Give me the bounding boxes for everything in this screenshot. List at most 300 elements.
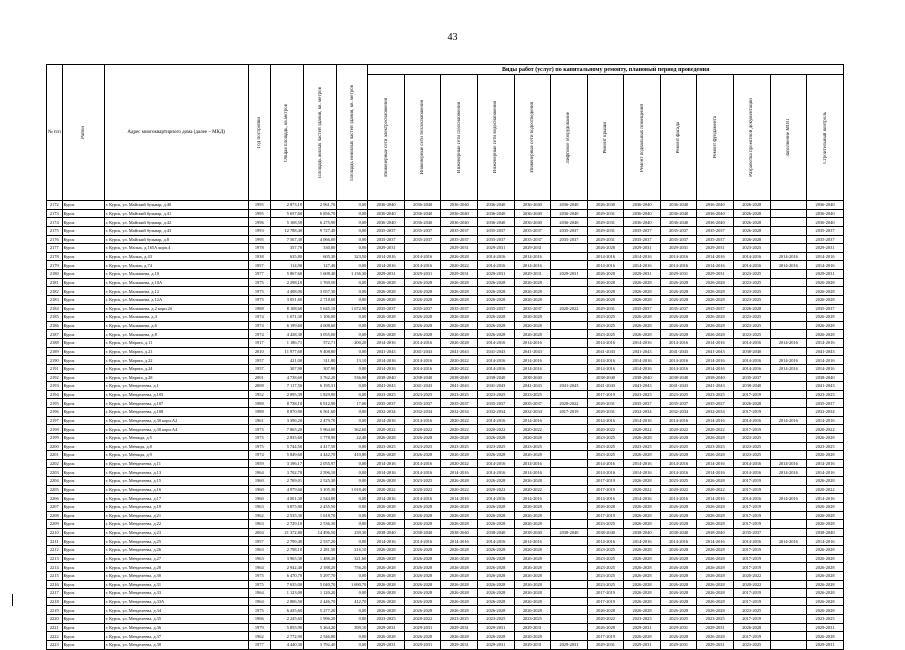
gas-networks-cell: 2020-2022 — [441, 364, 478, 373]
elevators-cell: 2036-2040 — [551, 201, 588, 210]
construction-control-cell: 2036-2040 — [807, 218, 844, 227]
sewer-networks-cell: 2026-2028 — [514, 502, 551, 511]
nonresidential-area-cell: 536,80 — [337, 373, 368, 382]
nonresidential-area-cell: 0,00 — [337, 511, 368, 520]
elevators-cell — [551, 416, 588, 425]
facade-repair-cell: 2038-2040 — [660, 528, 697, 537]
header-roof-repair: Ремонт крыши — [587, 75, 624, 201]
construction-control-cell: 2029-2031 — [807, 640, 844, 649]
sewer-networks-cell: 2014-2016 — [514, 468, 551, 477]
total-area-cell: 7 635,00 — [270, 580, 303, 589]
design-docs-cell: 2014-2016 — [733, 356, 770, 365]
sewer-networks-cell: 2026-2028 — [514, 580, 551, 589]
electric-networks-cell: 2026-2028 — [368, 632, 405, 641]
gas-networks-cell: 2029-2031 — [441, 244, 478, 253]
header-construction-control: Строительный контроль — [807, 75, 844, 201]
capital-repair-table-sheet — [46, 64, 844, 650]
design-docs-cell: 2023-2025 — [733, 270, 770, 279]
address-cell: г. Курск, ул. Менделеева, д.11 — [104, 459, 248, 468]
gas-networks-cell: 2038-2040 — [441, 528, 478, 537]
water-networks-cell: 2023-2025 — [478, 442, 515, 451]
construction-control-cell: 2029-2031 — [807, 623, 844, 632]
heat-networks-cell: 2014-2016 — [404, 261, 441, 270]
gas-networks-cell: 2026-2028 — [441, 451, 478, 460]
design-docs-cell: 2023-2025 — [733, 606, 770, 615]
facade-repair-cell: 2023-2025 — [660, 442, 697, 451]
water-networks-cell: 2014-2016 — [478, 339, 515, 348]
foundation-repair-cell: 2026-2028 — [697, 295, 734, 304]
table-row — [47, 209, 844, 218]
foundation-repair-cell: 2026-2028 — [697, 477, 734, 486]
foundation-repair-cell: 2026-2028 — [697, 606, 734, 615]
foundation-repair-cell: 2014-2016 — [697, 339, 734, 348]
sewer-networks-cell: 2036-2040 — [514, 209, 551, 218]
electric-networks-cell: 2023-2025 — [368, 442, 405, 451]
facade-repair-cell: 2041-2043 — [660, 382, 697, 391]
nonresidential-area-cell: 0,00 — [337, 468, 368, 477]
construction-control-cell: 2035-2037 — [807, 235, 844, 244]
address-cell: г. Курск, ул. Менделеева, д.33А — [104, 597, 248, 606]
roof-repair-cell: 2014-2016 — [587, 356, 624, 365]
water-networks-cell: 2026-2028 — [478, 313, 515, 322]
header-gas-networks: Инженерные сети газоснабжения — [441, 75, 478, 201]
water-networks-cell: 2014-2016 — [478, 261, 515, 270]
elevators-cell — [551, 554, 588, 563]
row-number-cell: 2223 — [47, 640, 63, 649]
construction-control-cell: 2026-2028 — [807, 477, 844, 486]
design-docs-cell: 2017-2019 — [733, 632, 770, 641]
facade-repair-cell: 2026-2028 — [660, 554, 697, 563]
total-area-cell: 6 435,60 — [270, 606, 303, 615]
total-area-cell: 4 408,00 — [270, 287, 303, 296]
heat-networks-cell: 2026-2028 — [404, 589, 441, 598]
heat-networks-cell: 2023-2025 — [404, 390, 441, 399]
table-row — [47, 571, 844, 580]
basement-repair-cell: 2026-2028 — [624, 313, 661, 322]
sewer-networks-cell: 2023-2025 — [514, 442, 551, 451]
foundation-repair-cell: 2026-2028 — [697, 520, 734, 529]
electric-networks-cell: 2026-2028 — [368, 295, 405, 304]
total-area-cell: 6 470,70 — [270, 571, 303, 580]
district-cell: Курск — [62, 313, 104, 322]
common-areas-cell — [770, 347, 807, 356]
year-built-cell: 1995 — [248, 235, 270, 244]
sewer-networks-cell: 2023-2025 — [514, 615, 551, 624]
roof-repair-cell: 2023-2025 — [587, 433, 624, 442]
row-number-cell: 2179 — [47, 261, 63, 270]
facade-repair-cell: 2029-2031 — [660, 623, 697, 632]
roof-repair-cell: 2029-2031 — [587, 209, 624, 218]
elevators-cell: 2020-2022 — [551, 304, 588, 313]
residential-area-cell: 1 769,50 — [304, 278, 337, 287]
district-cell: Курск — [62, 511, 104, 520]
year-built-cell: 1963 — [248, 502, 270, 511]
roof-repair-cell: 2026-2028 — [587, 270, 624, 279]
residential-area-cell: 6 856,70 — [304, 209, 337, 218]
elevators-cell — [551, 425, 588, 434]
nonresidential-area-cell: 17,00 — [337, 399, 368, 408]
total-area-cell: 4 001,30 — [270, 494, 303, 503]
water-networks-cell: 2026-2028 — [478, 606, 515, 615]
roof-repair-cell: 2029-2031 — [587, 226, 624, 235]
basement-repair-cell: 2023-2025 — [624, 615, 661, 624]
roof-repair-cell: 2029-2031 — [587, 218, 624, 227]
residential-area-cell: 1 778,90 — [304, 433, 337, 442]
sewer-networks-cell: 2026-2028 — [514, 546, 551, 555]
total-area-cell: 2 806,50 — [270, 597, 303, 606]
sewer-networks-cell: 2026-2028 — [514, 563, 551, 572]
facade-repair-cell: 2026-2028 — [660, 313, 697, 322]
facade-repair-cell: 2014-2016 — [660, 494, 697, 503]
facade-repair-cell: 2026-2028 — [660, 295, 697, 304]
row-number-cell: 2180 — [47, 270, 63, 279]
gas-networks-cell: 2026-2028 — [441, 502, 478, 511]
roof-repair-cell: 2026-2028 — [587, 278, 624, 287]
nonresidential-area-cell: 0,00 — [337, 390, 368, 399]
basement-repair-cell: 2014-2016 — [624, 339, 661, 348]
residential-area-cell: 2 479,70 — [304, 416, 337, 425]
header-number: № п/п — [47, 65, 63, 201]
roof-repair-cell: 2023-2025 — [587, 563, 624, 572]
gas-networks-cell: 2026-2028 — [441, 278, 478, 287]
common-areas-cell — [770, 502, 807, 511]
row-number-cell: 2186 — [47, 321, 63, 330]
nonresidential-area-cell: 0,00 — [337, 364, 368, 373]
gas-networks-cell: 2020-2022 — [441, 261, 478, 270]
total-area-cell: 2 535,30 — [270, 511, 303, 520]
total-area-cell: 2 835,60 — [270, 433, 303, 442]
roof-repair-cell: 2023-2025 — [587, 330, 624, 339]
year-built-cell: 1960 — [248, 485, 270, 494]
gas-networks-cell: 2036-2040 — [441, 209, 478, 218]
basement-repair-cell: 2014-2016 — [624, 459, 661, 468]
header-foundation-repair: Ремонт фундамента — [697, 75, 734, 201]
sewer-networks-cell: 2026-2028 — [514, 520, 551, 529]
water-networks-cell: 2026-2028 — [478, 511, 515, 520]
basement-repair-cell: 2026-2028 — [624, 632, 661, 641]
year-built-cell: 1962 — [248, 511, 270, 520]
row-number-cell: 2184 — [47, 304, 63, 313]
foundation-repair-cell: 2014-2016 — [697, 261, 734, 270]
row-number-cell: 2200 — [47, 442, 63, 451]
construction-control-cell: 2026-2028 — [807, 313, 844, 322]
heat-networks-cell: 2026-2028 — [404, 433, 441, 442]
residential-area-cell: 1 829,90 — [304, 390, 337, 399]
common-areas-cell — [770, 425, 807, 434]
design-docs-cell: 2017-2019 — [733, 485, 770, 494]
nonresidential-area-cell: 22,40 — [337, 433, 368, 442]
total-area-cell: 7 567,30 — [270, 235, 303, 244]
row-number-cell: 2213 — [47, 554, 63, 563]
basement-repair-cell: 2026-2028 — [624, 295, 661, 304]
common-areas-cell — [770, 554, 807, 563]
foundation-repair-cell: 2026-2028 — [697, 563, 734, 572]
design-docs-cell: 2023-2025 — [733, 442, 770, 451]
water-networks-cell: 2026-2028 — [478, 433, 515, 442]
address-cell: г. Курск, ул. Менделеева, д.34 — [104, 606, 248, 615]
nonresidential-area-cell: 0,00 — [337, 408, 368, 417]
foundation-repair-cell: 2035-2037 — [697, 304, 734, 313]
sewer-networks-cell: 2014-2016 — [514, 459, 551, 468]
year-built-cell: 1962 — [248, 632, 270, 641]
elevators-cell: 2029-2031 — [551, 640, 588, 649]
common-areas-cell — [770, 511, 807, 520]
basement-repair-cell: 2036-2040 — [624, 201, 661, 210]
sewer-networks-cell: 2035-2037 — [514, 304, 551, 313]
address-cell: г. Курск, ул. Малых, д.165А корп.4 — [104, 244, 248, 253]
table-row — [47, 640, 844, 649]
foundation-repair-cell: 2029-2031 — [697, 623, 734, 632]
sewer-networks-cell: 2041-2043 — [514, 382, 551, 391]
nonresidential-area-cell: 1 672,90 — [337, 304, 368, 313]
sewer-networks-cell: 2014-2016 — [514, 261, 551, 270]
facade-repair-cell: 2014-2016 — [660, 261, 697, 270]
common-areas-cell — [770, 442, 807, 451]
sewer-networks-cell: 2041-2043 — [514, 347, 551, 356]
electric-networks-cell: 2026-2028 — [368, 321, 405, 330]
gas-networks-cell: 2038-2040 — [441, 373, 478, 382]
water-networks-cell: 2029-2031 — [478, 244, 515, 253]
sewer-networks-cell: 2026-2028 — [514, 295, 551, 304]
basement-repair-cell: 2026-2028 — [624, 563, 661, 572]
heat-networks-cell: 2026-2028 — [404, 313, 441, 322]
table-row — [47, 511, 844, 520]
header-works-title: Виды работ (услуг) по капитальному ремонту, плановый период проведения — [368, 65, 844, 75]
nonresidential-area-cell: 0,00 — [337, 226, 368, 235]
construction-control-cell: 2036-2040 — [807, 209, 844, 218]
total-area-cell: 307,90 — [270, 364, 303, 373]
heat-networks-cell: 2026-2028 — [404, 554, 441, 563]
gas-networks-cell: 2014-2016 — [441, 468, 478, 477]
design-docs-cell: 2017-2019 — [733, 546, 770, 555]
electric-networks-cell: 2035-2037 — [368, 399, 405, 408]
heat-networks-cell: 2026-2028 — [404, 520, 441, 529]
total-area-cell: 3 051,60 — [270, 295, 303, 304]
construction-control-cell: 2032-2034 — [807, 408, 844, 417]
elevators-cell — [551, 632, 588, 641]
elevators-cell — [551, 623, 588, 632]
gas-networks-cell: 2029-2031 — [441, 623, 478, 632]
residential-area-cell: 1 488,20 — [304, 554, 337, 563]
district-cell: Курск — [62, 373, 104, 382]
nonresidential-area-cell: 0,00 — [337, 442, 368, 451]
heat-networks-cell: 2041-2043 — [404, 347, 441, 356]
table-row — [47, 304, 844, 313]
table-row — [47, 339, 844, 348]
gas-networks-cell: 2035-2037 — [441, 399, 478, 408]
heat-networks-cell: 2036-2040 — [404, 201, 441, 210]
district-cell: Курск — [62, 304, 104, 313]
basement-repair-cell: 2014-2016 — [624, 468, 661, 477]
electric-networks-cell: 2026-2028 — [368, 433, 405, 442]
gas-networks-cell: 2036-2040 — [441, 218, 478, 227]
year-built-cell: 1996 — [248, 218, 270, 227]
elevators-cell: 2020-2022 — [551, 399, 588, 408]
elevators-cell — [551, 520, 588, 529]
gas-networks-cell: 2026-2028 — [441, 330, 478, 339]
year-built-cell: 1957 — [248, 537, 270, 546]
foundation-repair-cell: 2035-2037 — [697, 235, 734, 244]
sewer-networks-cell: 2026-2028 — [514, 632, 551, 641]
district-cell: Курск — [62, 321, 104, 330]
district-cell: Курск — [62, 399, 104, 408]
district-cell: Курск — [62, 520, 104, 529]
common-areas-cell: 2014-2016 — [770, 339, 807, 348]
table-row — [47, 589, 844, 598]
facade-repair-cell: 2026-2028 — [660, 520, 697, 529]
residential-area-cell: 127,40 — [304, 261, 337, 270]
common-areas-cell — [770, 390, 807, 399]
basement-repair-cell: 2032-2034 — [624, 408, 661, 417]
design-docs-cell: 2023-2025 — [733, 330, 770, 339]
common-areas-cell — [770, 615, 807, 624]
elevators-cell — [551, 477, 588, 486]
heat-networks-cell: 2038-2040 — [404, 373, 441, 382]
residential-area-cell: 3 792,40 — [304, 640, 337, 649]
gas-networks-cell: 2020-2022 — [441, 459, 478, 468]
foundation-repair-cell: 2036-2040 — [697, 201, 734, 210]
electric-networks-cell: 2036-2040 — [368, 218, 405, 227]
nonresidential-area-cell: 239,30 — [337, 528, 368, 537]
table-row — [47, 364, 844, 373]
year-built-cell: 1957 — [248, 261, 270, 270]
basement-repair-cell: 2023-2025 — [624, 390, 661, 399]
design-docs-cell: 2017-2019 — [733, 408, 770, 417]
address-cell: г. Курск, ул. Малых, д.74 — [104, 261, 248, 270]
nonresidential-area-cell: 0,00 — [337, 287, 368, 296]
water-networks-cell: 2036-2040 — [478, 209, 515, 218]
basement-repair-cell: 2020-2022 — [624, 425, 661, 434]
design-docs-cell: 2023-2025 — [733, 287, 770, 296]
common-areas-cell — [770, 235, 807, 244]
address-cell: г. Курск, ул. Малышева, д.2 корп.2б — [104, 304, 248, 313]
row-number-cell: 2210 — [47, 528, 63, 537]
row-number-cell: 2176 — [47, 235, 63, 244]
gas-networks-cell: 2023-2025 — [441, 615, 478, 624]
construction-control-cell: 2035-2037 — [807, 399, 844, 408]
design-docs-cell: 2023-2025 — [733, 244, 770, 253]
address-cell: г. Курск, ул. Малышева, д.10А — [104, 278, 248, 287]
header-total-area: Общая площадь, кв.метров — [270, 65, 303, 201]
nonresidential-area-cell: 323,50 — [337, 252, 368, 261]
foundation-repair-cell: 2026-2028 — [697, 546, 734, 555]
common-areas-cell — [770, 321, 807, 330]
total-area-cell: 421,00 — [270, 356, 303, 365]
facade-repair-cell: 2026-2028 — [660, 571, 697, 580]
roof-repair-cell: 2014-2016 — [587, 364, 624, 373]
residential-area-cell: 1 996,20 — [304, 615, 337, 624]
year-built-cell: 1975 — [248, 580, 270, 589]
address-cell: г. Курск, ул. Менделеева, д.108 — [104, 408, 248, 417]
roof-repair-cell: 2026-2028 — [587, 295, 624, 304]
page-number: 43 — [447, 32, 458, 43]
construction-control-cell: 2023-2025 — [807, 390, 844, 399]
construction-control-cell: 2026-2028 — [807, 632, 844, 641]
construction-control-cell: 2036-2040 — [807, 201, 844, 210]
gas-networks-cell: 2026-2028 — [441, 546, 478, 555]
address-cell: г. Курск, ул. Марата, д.22 — [104, 356, 248, 365]
water-networks-cell: 2014-2016 — [478, 537, 515, 546]
foundation-repair-cell: 2035-2037 — [697, 399, 734, 408]
year-built-cell: 1938 — [248, 252, 270, 261]
common-areas-cell — [770, 485, 807, 494]
facade-repair-cell: 2026-2028 — [660, 606, 697, 615]
gas-networks-cell: 2020-2022 — [441, 485, 478, 494]
elevators-cell — [551, 468, 588, 477]
water-networks-cell: 2020-2022 — [478, 485, 515, 494]
common-areas-cell — [770, 382, 807, 391]
address-cell: г. Курск, ул. Менделеева, д.17 — [104, 494, 248, 503]
address-cell: г. Курск, ул. Менделеева, д.21 — [104, 511, 248, 520]
nonresidential-area-cell: 1 690,70 — [337, 580, 368, 589]
elevators-cell — [551, 252, 588, 261]
electric-networks-cell: 2026-2028 — [368, 520, 405, 529]
year-built-cell: 1975 — [248, 442, 270, 451]
year-built-cell: 1995 — [248, 209, 270, 218]
district-cell: Курск — [62, 330, 104, 339]
total-area-cell: 2 798,10 — [270, 546, 303, 555]
address-cell: г. Курск, ул. Менделеева, д.23 — [104, 528, 248, 537]
district-cell: Курск — [62, 382, 104, 391]
gas-networks-cell: 2020-2022 — [441, 356, 478, 365]
address-cell: г. Курск, ул. Малых, д.43 — [104, 252, 248, 261]
district-cell: Курск — [62, 364, 104, 373]
heat-networks-cell: 2036-2040 — [404, 209, 441, 218]
electric-networks-cell: 2026-2028 — [368, 313, 405, 322]
elevators-cell — [551, 356, 588, 365]
roof-repair-cell: 2029-2031 — [587, 408, 624, 417]
basement-repair-cell: 2026-2028 — [624, 287, 661, 296]
residential-area-cell: 5 040,70 — [304, 580, 337, 589]
heat-networks-cell: 2014-2016 — [404, 537, 441, 546]
row-number-cell: 2190 — [47, 356, 63, 365]
gas-networks-cell: 2036-2040 — [441, 201, 478, 210]
row-number-cell: 2174 — [47, 218, 63, 227]
facade-repair-cell: 2041-2043 — [660, 347, 697, 356]
residential-area-cell: 2 435,50 — [304, 502, 337, 511]
foundation-repair-cell: 2026-2028 — [697, 321, 734, 330]
facade-repair-cell: 2035-2037 — [660, 304, 697, 313]
electric-networks-cell: 2014-2016 — [368, 261, 405, 270]
basement-repair-cell: 2041-2043 — [624, 347, 661, 356]
basement-repair-cell: 2026-2028 — [624, 321, 661, 330]
roof-repair-cell: 2017-2019 — [587, 589, 624, 598]
design-docs-cell: 2026-2028 — [733, 623, 770, 632]
design-docs-cell: 2038-2040 — [733, 382, 770, 391]
foundation-repair-cell: 2014-2016 — [697, 252, 734, 261]
water-networks-cell: 2026-2028 — [478, 295, 515, 304]
water-networks-cell: 2026-2028 — [478, 597, 515, 606]
nonresidential-area-cell: 0,00 — [337, 313, 368, 322]
residential-area-cell: 2 055,97 — [304, 459, 337, 468]
total-area-cell: 114,90 — [270, 261, 303, 270]
residential-area-cell: 5 964,60 — [304, 425, 337, 434]
design-docs-cell: 2014-2016 — [733, 261, 770, 270]
row-number-cell: 2192 — [47, 373, 63, 382]
residential-area-cell: 1 120,20 — [304, 589, 337, 598]
foundation-repair-cell: 2036-2040 — [697, 218, 734, 227]
roof-repair-cell: 2014-2016 — [587, 468, 624, 477]
construction-control-cell: 2014-2016 — [807, 468, 844, 477]
water-networks-cell: 2035-2037 — [478, 304, 515, 313]
foundation-repair-cell: 2014-2016 — [697, 356, 734, 365]
table-row — [47, 451, 844, 460]
roof-repair-cell: 2014-2016 — [587, 252, 624, 261]
sewer-networks-cell: 2029-2031 — [514, 244, 551, 253]
basement-repair-cell: 2029-2031 — [624, 623, 661, 632]
facade-repair-cell: 2023-2025 — [660, 390, 697, 399]
residential-area-cell: 3 057,30 — [304, 287, 337, 296]
